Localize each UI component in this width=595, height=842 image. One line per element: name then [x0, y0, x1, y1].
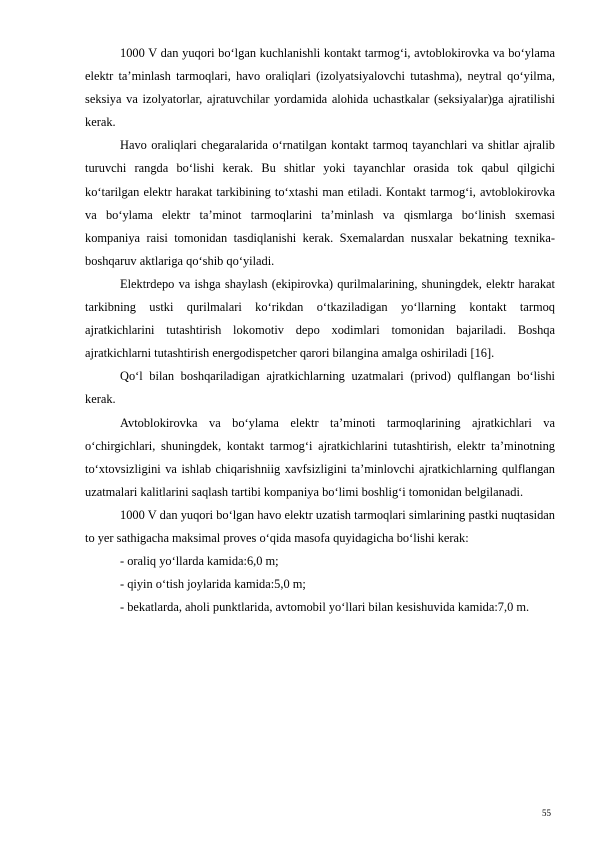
paragraph-key-storage: Avtoblokirovka va bo‘ylama elektr ta’minoti tarmoqlarining ajratkichlari va o‘chirgichlari, shuningdek, kontakt tarmog‘i ajratkichlarini tutashtirish, elektr ta’minotning to‘xtovsizligini va ishlab chiqarishniig xavfsizligini ta’minlovchi ajratkichlarning qulflangan uzatmalari kalitlarini saqlash tartibi kompaniya bo‘limi boshlig‘i tomonidan belgilanadi. — [85, 415, 555, 499]
list-item-difficult-crossings: - qiyin o‘tish joylarida kamida:5,0 m; — [120, 577, 306, 592]
page-number: 55 — [542, 808, 551, 818]
paragraph-electrodepot: Elektrdepo va ishga shaylash (ekipirovka) qurilmalarining, shuningdek, elektr harakat tarkibning ustki qurilmalari ko‘rikdan o‘tkaziladigan yo‘llarning kontakt tarmoq ajratkichlarini tutashtirish lokomotiv depo xodimlari tomonidan bajariladi. Boshqa ajratkichlarni tutashtirish energodispetcher qarori bilangina amalga oshiriladi [16]. — [85, 276, 555, 361]
paragraph-clearance-intro: 1000 V dan yuqori bo‘lgan havo elektr uzatish tarmoqlari simlarining pastki nuqtasidan to yer sathigacha maksimal proves o‘qida masofa quyidagicha bo‘lishi kerak: — [85, 507, 555, 545]
paragraph-air-gaps: Havo oraliqlari chegaralarida o‘rnatilgan kontakt tarmoq tayanchlari va shitlar ajralib turuvchi rangda bo‘lishi kerak. Bu shitlar yoki tayanchlar orasida tok qabul qilgichi ko‘tarilgan elektr harakat tarkibining to‘xtashi man etiladi. Kontakt tarmog‘i, avtoblokirovka va bo‘ylama elektr ta’minot tarmoqlarini ta’minlash va qismlarga bo‘linish sxemasi kompaniya raisi tomonidan tasdiqlanishi kerak. Sxemalardan nusxalar bekatning texnika-boshqaruv aktlariga qo‘shib qo‘yiladi. — [85, 138, 555, 268]
list-item-intermediate-tracks: - oraliq yo‘llarda kamida:6,0 m; — [120, 554, 279, 569]
list-item-stations: - bekatlarda, aholi punktlarida, avtomobil yo‘llari bilan kesishuvida kamida:7,0 m. — [120, 600, 530, 615]
paragraph-manual-disconnectors: Qo‘l bilan boshqariladigan ajratkichlarning uzatmalari (privod) qulflangan bo‘lishi kerak. — [85, 369, 555, 407]
document-page — [85, 42, 555, 619]
paragraph-sectioning: 1000 V dan yuqori bo‘lgan kuchlanishli kontakt tarmog‘i, avtoblokirovka va bo‘ylama elektr ta’minlash tarmoqlari, havo oraliqlari (izolyatsiyalovchi tutashma), neytral qo‘yilma, seksiya va izolyatorlar, ajratuvchilar yordamida alohida uchastkalar (seksiyalar)ga ajratilishi kerak. — [85, 46, 555, 130]
